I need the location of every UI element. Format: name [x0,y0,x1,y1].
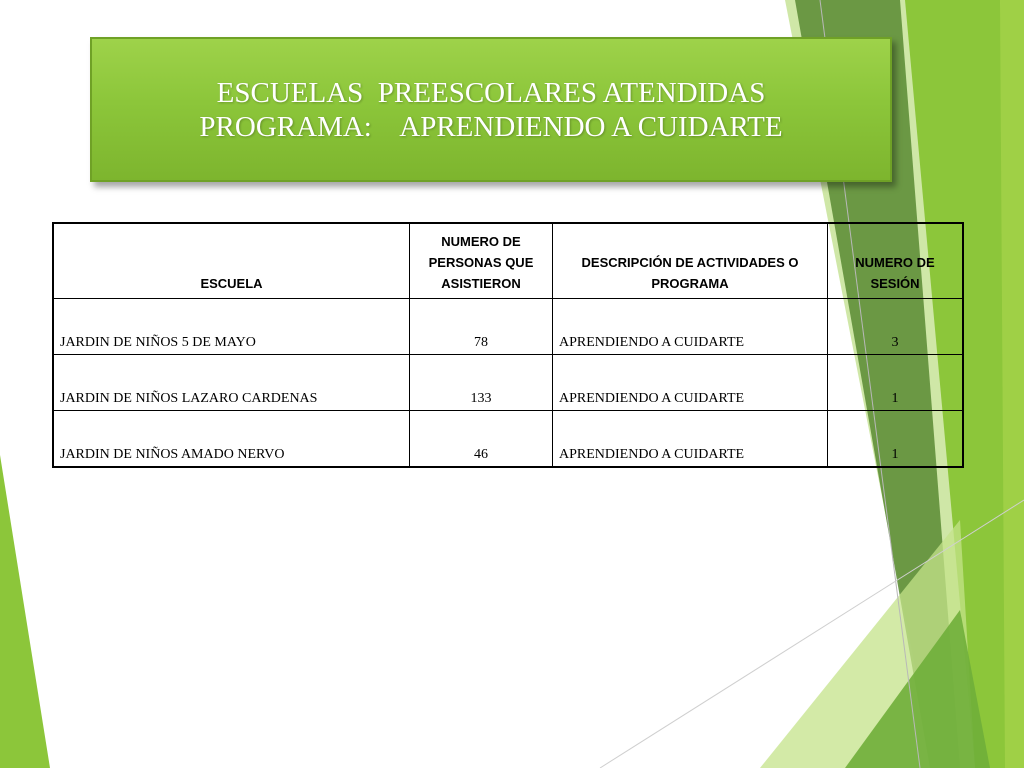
cell-descripcion: APRENDIENDO A CUIDARTE [553,355,828,411]
title-line-1: ESCUELAS PREESCOLARES ATENDIDAS [216,76,766,109]
cell-escuela: JARDIN DE NIÑOS 5 DE MAYO [53,299,410,355]
cell-escuela: JARDIN DE NIÑOS AMADO NERVO [53,411,410,468]
cell-descripcion: APRENDIENDO A CUIDARTE [553,299,828,355]
left-green-wedge [0,455,50,768]
cell-personas: 133 [410,355,553,411]
table-row [53,355,963,411]
header-sesion: NUMERO DE SESIÓN [828,223,964,299]
cell-escuela: JARDIN DE NIÑOS LAZARO CARDENAS [53,355,410,411]
header-escuela: ESCUELA [53,223,410,299]
header-personas: NUMERO DE PERSONAS QUE ASISTIERON [410,223,553,299]
table-header-row [53,223,963,299]
table-row [53,299,963,355]
cell-personas: 78 [410,299,553,355]
cell-sesion: 1 [828,411,964,468]
header-descripcion: DESCRIPCIÓN DE ACTIVIDADES O PROGRAMA [553,223,828,299]
cell-descripcion: APRENDIENDO A CUIDARTE [553,411,828,468]
table-row [53,411,963,468]
cell-personas: 46 [410,411,553,468]
cell-sesion: 1 [828,355,964,411]
title-line-2: PROGRAMA: APRENDIENDO A CUIDARTE [199,110,783,143]
schools-table [52,222,964,468]
cell-sesion: 3 [828,299,964,355]
title-banner [90,37,892,182]
